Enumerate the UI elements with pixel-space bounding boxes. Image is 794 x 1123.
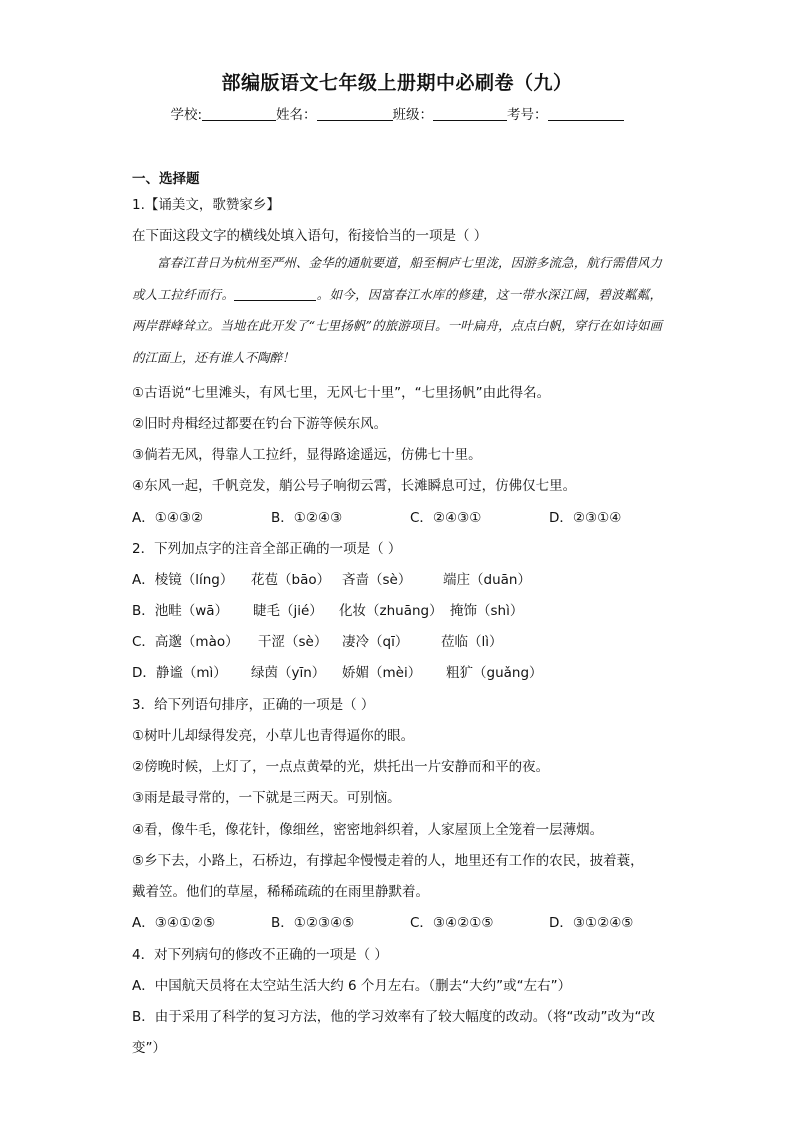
student-info-line bbox=[0, 103, 794, 123]
q1-passage-after: 。如今，因富春江水库的修建，这一带水深江阔，碧波粼粼，两岸群峰耸立。当地在此开发了“七里扬帆”的旅游项目。一叶扁舟，点点白帆，穿行在如诗如画的江面上，还有谁人不陶醉！ bbox=[132, 286, 662, 365]
q2-stem: 2．下列加点字的注音全部正确的一项是（ ） bbox=[132, 541, 402, 557]
q4-option-b-line-1[interactable]: B．由于采用了科学的复习方法，他的学习效率有了较大幅度的改动。（将“改动”改为“改 bbox=[132, 1009, 655, 1025]
q3-option-a[interactable]: A．③④①②⑤ bbox=[132, 915, 216, 931]
q1-option-c[interactable]: C．②④③① bbox=[410, 510, 482, 526]
q4-option-b-line-2[interactable]: 变”） bbox=[132, 1040, 166, 1056]
q1-passage-blank bbox=[234, 288, 316, 301]
q2-d-word-1: D．静谧（mì） bbox=[132, 665, 227, 681]
name-label: 姓名： bbox=[276, 107, 317, 123]
q1-item-3: ③倘若无风，得靠人工拉纤，显得路途遥远，仿佛七十里。 bbox=[132, 447, 482, 463]
q4-option-a[interactable]: A．中国航天员将在太空站生活大约 6 个月左右。（删去“大约”或“左右”） bbox=[132, 978, 572, 994]
q3-stem: 3．给下列语句排序，正确的一项是（ ） bbox=[132, 697, 375, 713]
q1-passage-before: 富春江昔日为杭州至严州、金华的通航要道，船至桐庐七里泷，因游多流急，航行需借风力或人工拉纤而行。 bbox=[132, 255, 662, 302]
q2-a-word-2: 花苞（bāo） bbox=[251, 572, 331, 588]
q2-b-word-1: B．池畦（wā） bbox=[132, 603, 229, 619]
q1-item-1: ①古语说“七里滩头，有风七里，无风七十里”，“七里扬帆”由此得名。 bbox=[132, 385, 551, 401]
q2-c-word-3: 凄冷（qī） bbox=[342, 634, 409, 650]
q2-c-word-2: 干涩（sè） bbox=[258, 634, 328, 650]
q2-c-word-4: 莅临（lì） bbox=[441, 634, 503, 650]
q3-option-d[interactable]: D．③①②④⑤ bbox=[549, 915, 634, 931]
q2-d-word-2: 绿茵（yīn） bbox=[251, 665, 326, 681]
q3-item-2: ②傍晚时候，上灯了，一点点黄晕的光，烘托出一片安静而和平的夜。 bbox=[132, 759, 550, 775]
section-heading: 一、选择题 bbox=[132, 171, 200, 187]
q1-option-b[interactable]: B．①②④③ bbox=[271, 510, 343, 526]
q3-option-c[interactable]: C．③④②①⑤ bbox=[410, 915, 494, 931]
exam-number-blank bbox=[548, 106, 624, 121]
school-label: 学校: bbox=[170, 107, 203, 123]
q1-stem: 1.【诵美文，歌赞家乡】 bbox=[132, 197, 280, 213]
q2-a-word-1: A．棱镜（líng） bbox=[132, 572, 234, 588]
class-label: 班级： bbox=[392, 107, 434, 123]
q2-a-word-3: 吝啬（sè） bbox=[342, 572, 412, 588]
q3-item-3: ③雨是最寻常的，一下就是三两天。可别恼。 bbox=[132, 790, 401, 806]
q2-d-word-3: 娇媚（mèi） bbox=[342, 665, 422, 681]
page-title: 部编版语文七年级上册期中必刷卷（九） bbox=[221, 72, 573, 94]
q1-item-2: ②旧时舟楫经过都要在钓台下游等候东风。 bbox=[132, 416, 388, 432]
q2-a-word-4: 端庄（duān） bbox=[443, 572, 531, 588]
q3-item-4: ④看，像牛毛，像花针，像细丝，密密地斜织着，人家屋顶上全笼着一层薄烟。 bbox=[132, 822, 604, 838]
q3-option-b[interactable]: B．①②③④⑤ bbox=[271, 915, 355, 931]
class-blank bbox=[433, 106, 507, 121]
q1-passage bbox=[132, 247, 662, 373]
q2-d-word-4: 粗犷（guǎng） bbox=[446, 665, 543, 681]
q4-stem: 4．对下列病句的修改不正确的一项是（ ） bbox=[132, 947, 388, 963]
q2-c-word-1: C．高邈（mào） bbox=[132, 634, 239, 650]
q2-b-word-2: 睫毛（jié） bbox=[253, 603, 323, 619]
name-blank bbox=[317, 106, 393, 121]
q1-prompt: 在下面这段文字的横线处填入语句，衔接恰当的一项是（ ） bbox=[132, 228, 488, 244]
q1-option-a[interactable]: A．①④③② bbox=[132, 510, 204, 526]
exam-number-label: 考号： bbox=[507, 107, 548, 123]
q2-b-word-3: 化妆（zhuāng） bbox=[339, 603, 443, 619]
q3-item-5-line-2: 戴着笠。他们的草屋，稀稀疏疏的在雨里静默着。 bbox=[132, 884, 429, 900]
q3-item-5-line-1: ⑤乡下去，小路上，石桥边，有撑起伞慢慢走着的人，地里还有工作的农民，披着蓑， bbox=[132, 853, 644, 869]
q3-item-1: ①树叶儿却绿得发亮，小草儿也青得逼你的眼。 bbox=[132, 728, 415, 744]
q2-b-word-4: 掩饰（shì） bbox=[450, 603, 524, 619]
q1-option-d[interactable]: D．②③①④ bbox=[549, 510, 622, 526]
q1-item-4: ④东风一起，千帆竞发，艄公号子响彻云霄，长滩瞬息可过，仿佛仅七里。 bbox=[132, 478, 577, 494]
school-blank bbox=[202, 106, 276, 121]
